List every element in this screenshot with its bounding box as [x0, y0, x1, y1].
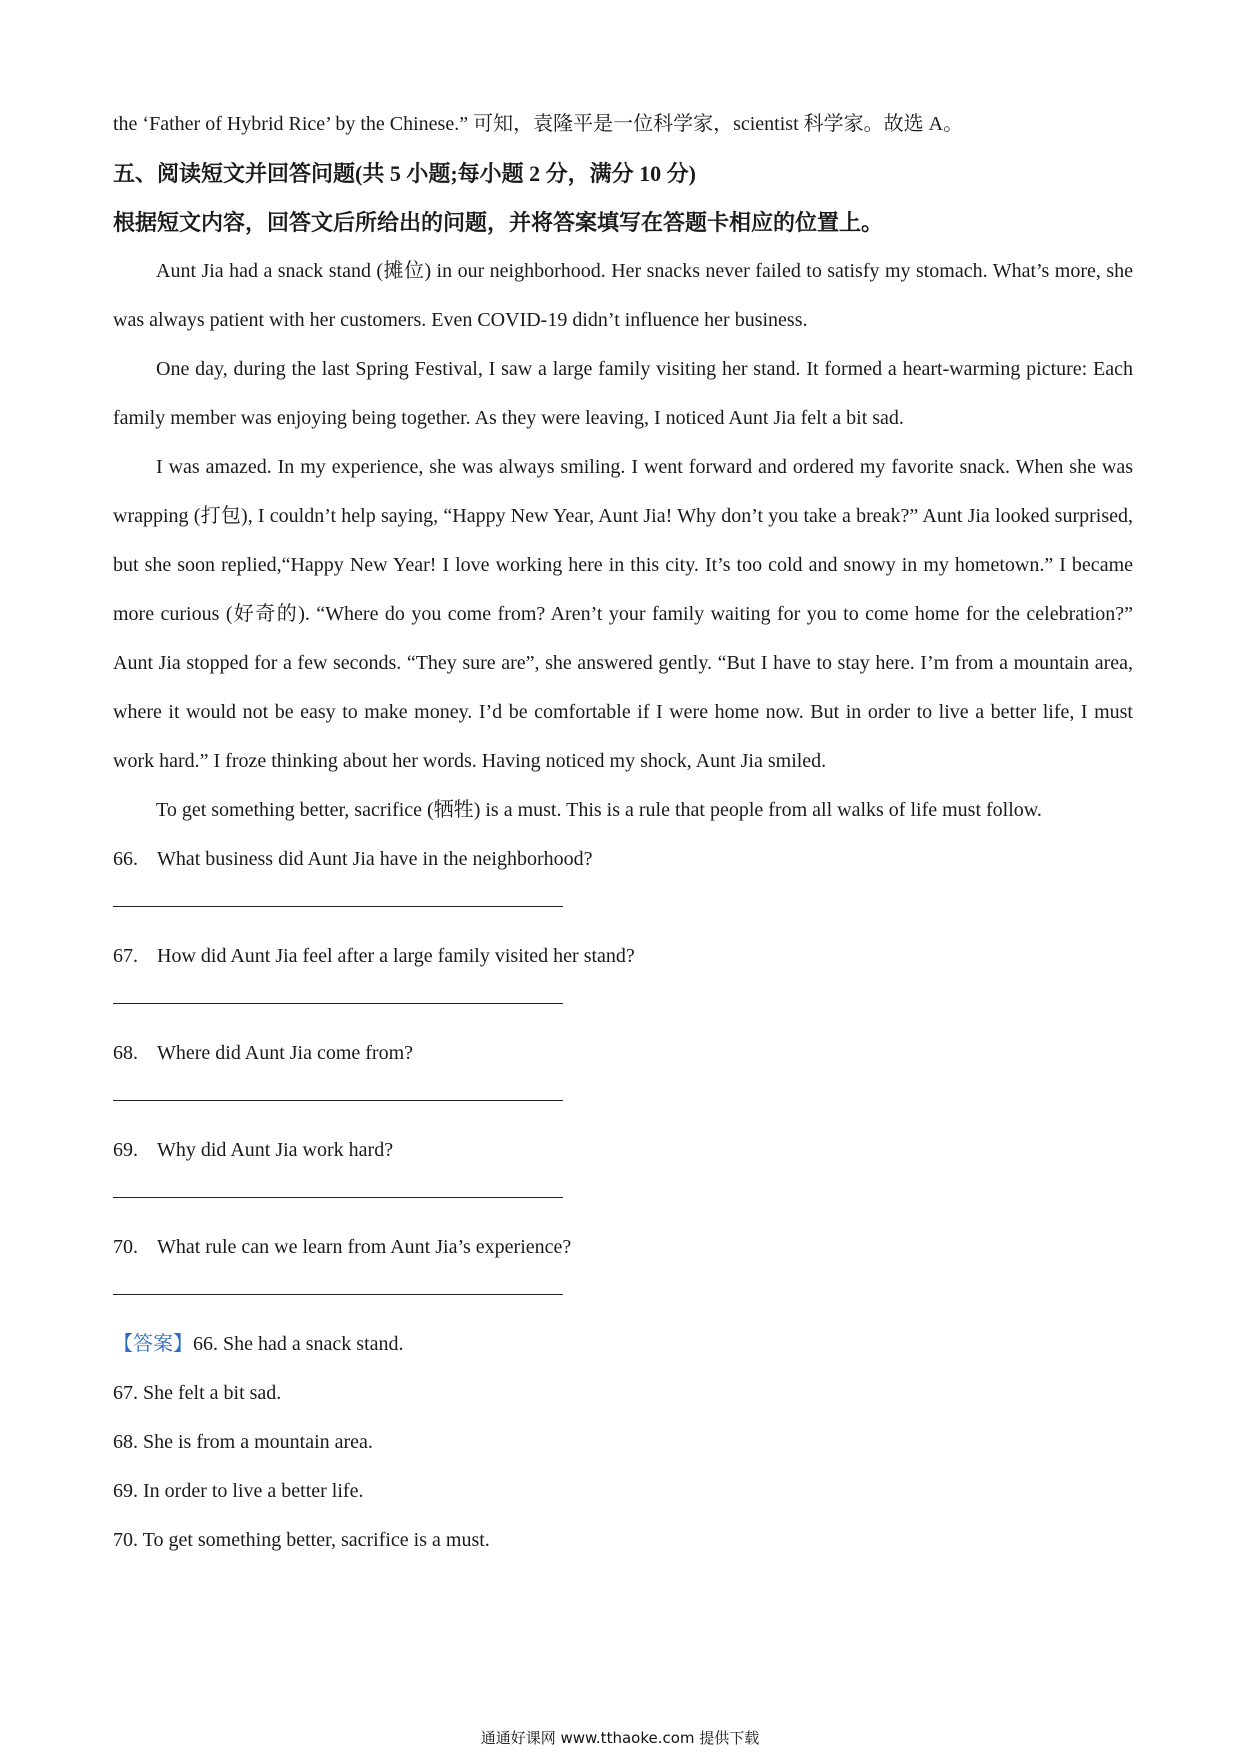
question-text: What business did Aunt Jia have in the neighborhood? [157, 848, 593, 870]
passage-paragraph-3: I was amazed. In my experience, she was always smiling. I went forward and ordered my favorite snack. When she was wrapping (打包), I couldn’t help saying, “Happy New Year, Aunt Jia! Why don’t you take a break?” Aunt Jia looked surprised, but she soon replied,“Happy New Year! I love working here in this city. It’s too cold and snowy in my hometown.” I became more curious (好奇的). “Where do you come from? Aren’t your family waiting for you to come home for the celebration?” Aunt Jia stopped for a few seconds. “They sure are”, she answered gently. “But I have to stay here. I’m from a mountain area, where it would not be easy to make money. I’d be comfortable if I were home now. But in order to live a better life, I must work hard.” I froze thinking about her words. Having noticed my shock, Aunt Jia smiled. [113, 456, 1133, 772]
question-66 [113, 835, 1133, 884]
answer-key [113, 1320, 1133, 1565]
question-text: How did Aunt Jia feel after a large family visited her stand? [157, 945, 635, 967]
question-text: Why did Aunt Jia work hard? [157, 1139, 394, 1161]
answer-69: 69. In order to live a better life. [113, 1480, 364, 1502]
answer-text: 66. She had a snack stand. [193, 1333, 404, 1355]
section-title: 五、阅读短文并回答问题(共 5 小题;每小题 2 分，满分 10 分) [113, 161, 696, 186]
question-70 [113, 1223, 1133, 1272]
previous-explanation-line: the ‘Father of Hybrid Rice’ by the Chinese.” 可知，袁隆平是一位科学家，scientist 科学家。故选 A。 [113, 113, 964, 135]
question-69 [113, 1126, 1133, 1175]
question-list [113, 835, 1133, 1295]
answer-blank-68[interactable] [113, 1100, 563, 1101]
section-instruction: 根据短文内容，回答文后所给出的问题，并将答案填写在答题卡相应的位置上。 [113, 210, 884, 235]
reading-passage [113, 247, 1133, 835]
question-number: 68. [113, 1042, 138, 1064]
question-67 [113, 932, 1133, 981]
question-number: 67. [113, 945, 138, 967]
answer-68: 68. She is from a mountain area. [113, 1431, 373, 1453]
question-number: 69. [113, 1139, 138, 1161]
answer-blank-67[interactable] [113, 1003, 563, 1004]
question-text: What rule can we learn from Aunt Jia’s experience? [157, 1236, 572, 1258]
question-68 [113, 1029, 1133, 1078]
passage-paragraph-4: To get something better, sacrifice (牺牲) is a must. This is a rule that people from all walks of life must follow. [156, 799, 1042, 821]
answer-blank-66[interactable] [113, 906, 563, 907]
question-text: Where did Aunt Jia come from? [157, 1042, 414, 1064]
page-content [113, 100, 1133, 1565]
answer-67: 67. She felt a bit sad. [113, 1382, 282, 1404]
page-footer: 通通好课网 www.tthaoke.com 提供下载 [480, 1729, 760, 1747]
answer-blank-69[interactable] [113, 1197, 563, 1198]
answer-label: 【答案】 [113, 1333, 193, 1355]
answer-blank-70[interactable] [113, 1294, 563, 1295]
passage-paragraph-1: Aunt Jia had a snack stand (摊位) in our neighborhood. Her snacks never failed to satisfy my stomach. What’s more, she was always patient with her customers. Even COVID-19 didn’t influence her business. [113, 260, 1133, 331]
answer-70: 70. To get something better, sacrifice is a must. [113, 1529, 490, 1551]
answer-66 [113, 1320, 1133, 1369]
passage-paragraph-2: One day, during the last Spring Festival, I saw a large family visiting her stand. It formed a heart-warming picture: Each family member was enjoying being together. As they were leaving, I noticed Aunt Jia felt a bit sad. [113, 358, 1133, 429]
question-number: 66. [113, 848, 138, 870]
question-number: 70. [113, 1236, 138, 1258]
